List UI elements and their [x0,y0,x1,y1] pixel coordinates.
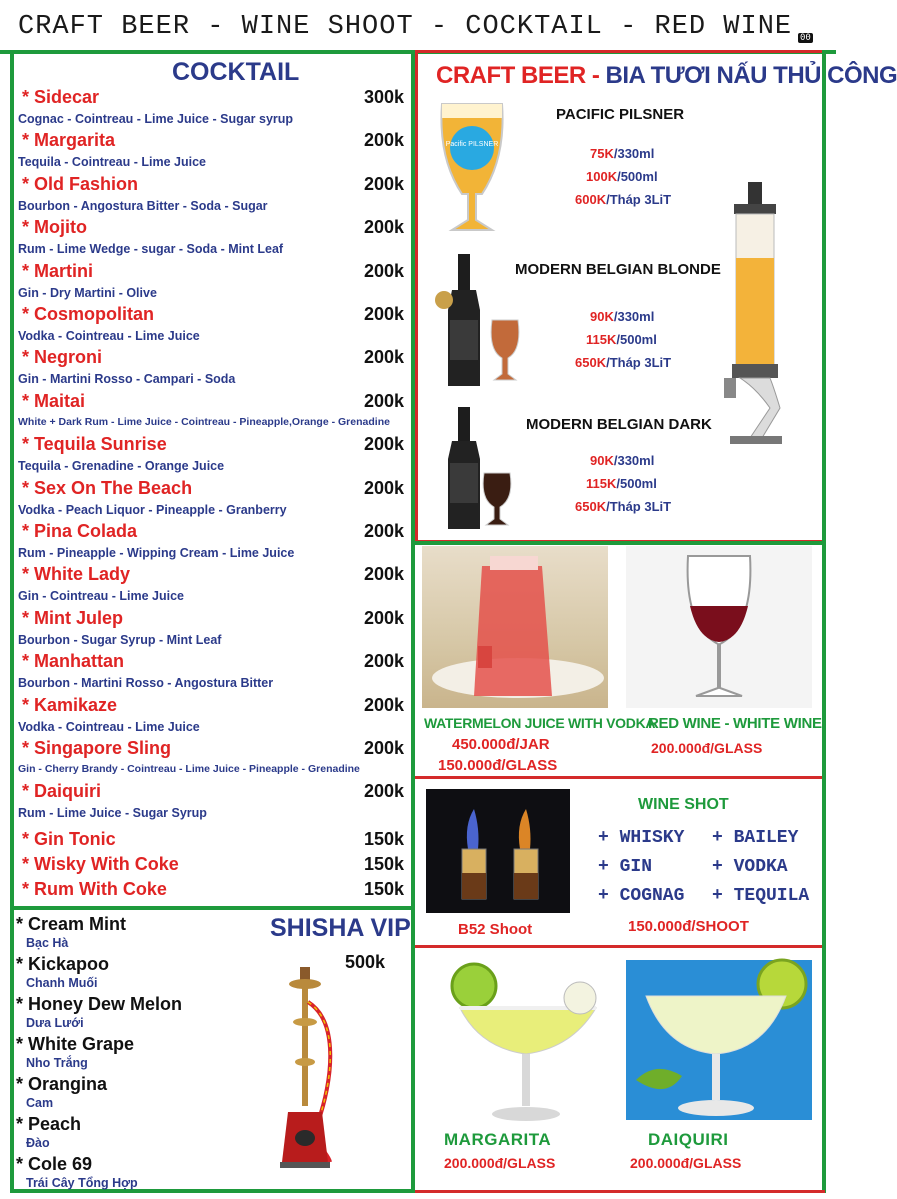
cocktail-ingredients: Bourbon - Sugar Syrup - Mint Leaf [18,632,222,647]
beer-price-unit: /500ml [616,332,657,347]
wine-shot-title: WINE SHOT [638,796,729,813]
divider [415,945,825,948]
cocktail-name: * Martini [22,260,94,281]
b52-label: B52 Shoot [458,921,533,938]
cocktail-price: 200k [363,477,404,498]
daiquiri-glass-icon [626,960,812,1120]
shisha-price: 500k [345,952,386,972]
shisha-flavor: * Peach [16,1114,82,1134]
cocktail-ingredients: Cognac - Cointreau - Lime Juice - Sugar syrup [18,112,294,126]
cocktail-price: 200k [363,130,404,151]
wine-price: 200.000đ/GLASS [651,740,763,756]
belgian-dark-bottle-image [444,403,524,533]
daiquiri-title: DAIQUIRI [648,1130,729,1149]
b52-shot-icon [426,789,570,913]
watermelon-price-jar: 450.000đ/JAR [452,736,550,753]
craft-beer-title [436,62,897,90]
shisha-flavor-vn: Dưa Lưới [26,1016,84,1030]
cocktail-ingredients: Rum - Lime Wedge - sugar - Soda - Mint Leaf [18,242,284,257]
cocktail-price: 200k [363,694,404,715]
beer-price-unit: /Tháp 3LiT [606,355,672,370]
watermelon-photo [422,546,608,708]
daiquiri-photo [626,960,812,1120]
b52-shoot-photo [426,789,570,913]
cocktail-name: * White Lady [22,564,131,585]
beer-price [590,309,654,324]
cocktail-price: 200k [363,217,404,238]
shisha-flavor: * Cream Mint [16,914,127,934]
cocktail-price: 200k [363,390,404,411]
cocktail-name: * Negroni [22,347,103,368]
cocktail-name: * Sex On The Beach [22,477,193,498]
margarita-photo [440,958,616,1128]
pilsner-glass-label: Pacific PILSNER [445,141,499,148]
shisha-flavor: * Kickapoo [16,954,110,974]
cocktail-name: * Mint Julep [22,607,124,628]
beer-price [590,146,654,161]
shisha-pipe-image [270,962,340,1182]
shisha-flavor-vn: Bạc Hà [26,936,69,950]
beer-name: PACIFIC PILSNER [556,106,685,123]
cocktail-ingredients: White + Dark Rum - Lime Juice - Cointreau - Pineapple,Orange - Grenadine [18,415,390,428]
beer-price-value: 75K [590,146,614,161]
wine-shot-item: + TEQUILA [712,886,810,906]
pilsner-glass-image [432,98,512,243]
cocktail-price: 300k [363,87,404,107]
margarita-title: MARGARITA [444,1130,552,1149]
cocktail-ingredients: Bourbon - Martini Rosso - Angostura Bitter [18,676,274,691]
watermelon-jar-icon [422,546,608,708]
cocktail-ingredients: Bourbon - Angostura Bitter - Soda - Sugar [18,198,268,213]
cocktail-price: 200k [363,260,404,281]
beer-price-value: 650K [575,355,607,370]
craft-beer-title-blue: BIA TƯƠI NẤU THỦ CÔNG [605,62,897,89]
daiquiri-price: 200.000đ/GLASS [630,1155,742,1171]
beer-price [575,355,671,370]
cocktail-ingredients: Vodka - Cointreau - Lime Juice [18,329,200,343]
shisha-flavor-vn: Trái Cây Tổng Hợp [26,1176,138,1190]
cocktail-price: 150k [363,879,404,899]
wine-photo [626,546,812,708]
shisha-flavor-vn: Chanh Muối [26,976,98,990]
beer-price-value: 650K [575,499,607,514]
shisha-flavor: * Cole 69 [16,1154,93,1174]
shisha-flavor: * White Grape [16,1034,135,1054]
cocktail-price: 200k [363,564,404,585]
watermelon-price-glass: 150.000đ/GLASS [438,757,558,774]
cocktail-title: COCKTAIL [172,58,300,86]
beer-price-unit: /330ml [613,453,655,468]
cocktail-price: 200k [363,651,404,672]
wine-shot-item: + BAILEY [712,828,799,848]
watermelon-title: WATERMELON JUICE WITH VODKA [424,715,656,731]
beer-price-value: 115K [586,332,617,347]
cocktail-ingredients: Vodka - Cointreau - Lime Juice [18,719,200,734]
beer-price-value: 90K [590,309,614,324]
beer-price [586,169,658,184]
cocktail-price: 150k [363,854,404,874]
beer-price-unit: /Tháp 3LiT [606,499,672,514]
cocktail-name: * Singapore Sling [22,738,172,758]
shisha-flavor-vn: Nho Trắng [26,1056,88,1070]
cocktail-name: * Pina Colada [22,521,138,541]
cocktail-ingredients: Gin - Cherry Brandy - Cointreau - Lime Juice - Pineapple - Grenadine [18,763,360,775]
beer-price-value: 100K [586,169,618,184]
cocktail-ingredients: Rum - Lime Juice - Sugar Syrup [18,806,207,821]
cocktail-name: * Tequila Sunrise [22,434,167,455]
header-bar [0,0,836,54]
wine-shot-price: 150.000đ/SHOOT [628,918,749,935]
cocktail-name: * Kamikaze [22,694,118,715]
beer-name: MODERN BELGIAN DARK [526,416,712,433]
header-title: CRAFT BEER - WINE SHOOT - COCKTAIL - RED WINE [18,12,793,42]
beer-price-unit: /Tháp 3LiT [606,192,672,207]
cocktail-ingredients: Tequila - Cointreau - Lime Juice [18,155,206,170]
beer-tower-image [720,178,800,448]
cocktail-name: * Old Fashion [22,173,139,194]
shisha-flavor-vn: Đào [26,1136,50,1150]
shisha-title: SHISHA VIP [270,914,411,942]
cocktail-name: * Sidecar [22,87,100,107]
header-badge: 00 [800,33,811,43]
beer-price-value: 600K [575,192,607,207]
cocktail-name: * Maitai [22,390,86,411]
divider [415,541,825,545]
cocktail-price: 200k [363,173,404,194]
beer-price [586,332,657,347]
cocktail-ingredients: Gin - Martini Rosso - Campari - Soda [18,372,236,387]
beer-price [586,476,657,491]
beer-price [590,453,654,468]
cocktail-name: * Cosmopolitan [22,304,155,324]
beer-price-unit: /330ml [613,309,655,324]
cocktail-price: 200k [363,521,404,541]
cocktail-price: 200k [363,607,404,628]
cocktail-price: 200k [363,304,404,324]
cocktail-name: * Mojito [22,217,87,238]
shisha-flavor-vn: Cam [26,1096,54,1110]
cocktail-name: * Gin Tonic [22,829,116,849]
cocktail-price: 200k [363,738,404,758]
cocktail-ingredients: Tequila - Grenadine - Orange Juice [18,459,225,474]
margarita-price: 200.000đ/GLASS [444,1155,556,1171]
cocktail-price: 200k [363,434,404,455]
cocktail-ingredients: Gin - Cointreau - Lime Juice [18,589,184,604]
craft-beer-title-sep: - [585,62,606,89]
cocktail-ingredients: Rum - Pineapple - Wipping Cream - Lime Juice [18,546,295,560]
cocktail-name: * Margarita [22,130,116,151]
wine-shot-item: + VODKA [712,857,788,877]
beer-name: MODERN BELGIAN BLONDE [515,261,721,278]
belgian-blonde-bottle-image [434,250,524,390]
cocktail-name: * Daiquiri [22,781,102,802]
beer-price-unit: /500ml [617,169,658,184]
wine-glass-icon [626,546,812,708]
wine-title: RED WINE - WHITE WINE [648,715,822,732]
beer-price-value: 115K [586,476,617,491]
beer-price [575,192,671,207]
beer-price-unit: /330ml [613,146,655,161]
cocktail-name: * Manhattan [22,651,125,672]
beer-price-unit: /500ml [616,476,657,491]
cocktail-price: 200k [363,347,404,368]
cocktail-name: * Rum With Coke [22,879,167,899]
divider [415,776,825,779]
divider [415,1190,825,1193]
beer-price [575,499,671,514]
craft-beer-title-red: CRAFT BEER [436,62,586,89]
shisha-flavor: * Orangina [16,1074,108,1094]
divider [822,50,826,1193]
cocktail-ingredients: Vodka - Peach Liquor - Pineapple - Granberry [18,502,287,517]
margarita-glass-icon [440,958,616,1128]
cocktail-name: * Wisky With Coke [22,854,179,874]
wine-shot-item: + WHISKY [598,828,685,848]
wine-shot-item: + GIN [598,857,653,877]
cocktail-price: 200k [363,781,404,802]
cocktail-ingredients: Gin - Dry Martini - Olive [18,285,157,300]
wine-shot-item: + COGNAG [598,886,685,906]
shisha-flavor: * Honey Dew Melon [16,994,183,1014]
beer-price-value: 90K [590,453,614,468]
cocktail-price: 150k [363,829,404,849]
